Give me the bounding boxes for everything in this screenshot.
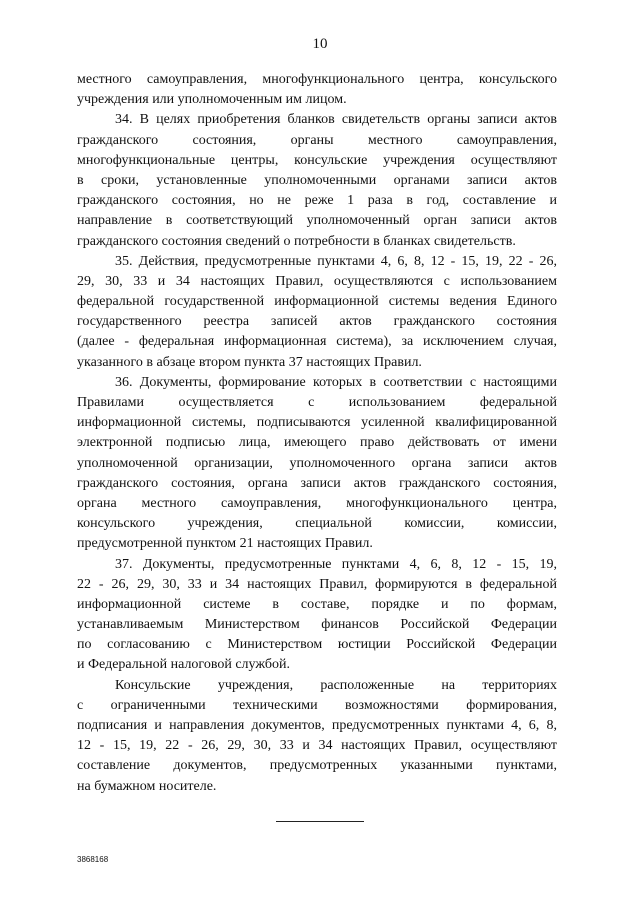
text-line: гражданского состояния сведений о потребности в бланках свидетельств.: [77, 233, 516, 249]
text-line: органа местного самоуправления, многофункционального центра,: [77, 495, 557, 511]
text-line: информационной системы, подписываются усиленной квалифицированной: [77, 415, 557, 431]
text-line: по согласованию с Министерством юстиции Российской Федерации: [77, 637, 557, 653]
text-line: составление документов, предусмотренных указанными пунктами,: [77, 758, 557, 774]
text-line: электронной подписью лица, имеющего право действовать от имени: [77, 435, 557, 451]
text-line: с ограниченными техническими возможностями формирования,: [77, 697, 557, 713]
text-line: многофункциональные центры, консульские учреждения осуществляют: [77, 152, 557, 168]
text-line: Консульские учреждения, расположенные на территориях: [115, 677, 557, 693]
document-code: 3868168: [77, 855, 109, 864]
text-line: 34. В целях приобретения бланков свидетельств органы записи актов: [115, 112, 557, 128]
text-line: федеральной государственной информационной системы ведения Единого: [77, 294, 557, 310]
text-line: (далее - федеральная информационная система), за исключением случая,: [77, 334, 557, 350]
text-line: предусмотренной пунктом 21 настоящих Правил.: [77, 536, 373, 552]
text-line: информационной системе в составе, порядке и по формам,: [77, 596, 557, 612]
text-line: на бумажном носителе.: [77, 778, 217, 794]
text-line: Правилами осуществляется с использованием федеральной: [77, 395, 557, 410]
text-line: подписания и направления документов, предусмотренных пунктами 4, 6, 8,: [77, 718, 557, 733]
text-line: уполномоченной организации, уполномоченного органа записи актов: [77, 455, 557, 471]
text-line: консульского учреждения, специальной комиссии, комиссии,: [77, 516, 557, 532]
text-line: указанного в абзаце втором пункта 37 настоящих Правил.: [77, 354, 422, 370]
text-line: гражданского состояния, органа записи актов гражданского состояния,: [77, 475, 557, 491]
text-line: устанавливаемым Министерством финансов Российской Федерации: [77, 617, 557, 633]
text-line: 37. Документы, предусмотренные пунктами 4, 6, 8, 12 - 15, 19,: [115, 556, 557, 572]
page-number: 10: [312, 36, 328, 52]
text-line: 22 - 26, 29, 30, 33 и 34 настоящих Правил, формируются в федеральной: [77, 576, 557, 592]
text-line: учреждения или уполномоченным им лицом.: [77, 92, 347, 108]
text-line: 29, 30, 33 и 34 настоящих Правил, осуществляются с использованием: [77, 273, 557, 289]
text-line: гражданского состояния, органы местного самоуправления,: [77, 132, 557, 148]
text-line: направление в соответствующий уполномоченный орган записи актов: [77, 213, 557, 229]
text-line: 12 - 15, 19, 22 - 26, 29, 30, 33 и 34 настоящих Правил, осуществляют: [77, 738, 557, 754]
text-line: местного самоуправления, многофункционального центра, консульского: [77, 72, 557, 87]
text-line: государственного реестра записей актов гражданского состояния: [77, 314, 557, 330]
text-line: 36. Документы, формирование которых в соответствии с настоящими: [115, 374, 557, 390]
text-line: в сроки, установленные уполномоченными органами записи актов: [77, 172, 557, 188]
text-line: и Федеральной налоговой службой.: [77, 657, 290, 673]
text-line: гражданского состояния, но не реже 1 раза в год, составление и: [77, 193, 557, 209]
document-body: [77, 70, 557, 797]
text-line: 35. Действия, предусмотренные пунктами 4, 6, 8, 12 - 15, 19, 22 - 26,: [115, 253, 557, 269]
end-separator-line: [276, 821, 364, 822]
